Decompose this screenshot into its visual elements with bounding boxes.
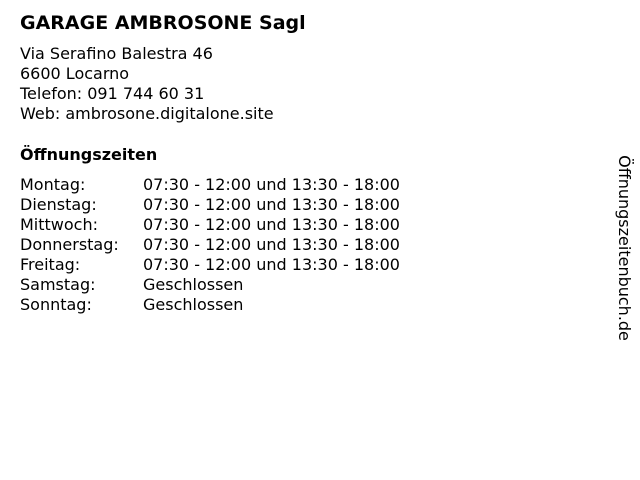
- hours-time: 07:30 - 12:00 und 13:30 - 18:00: [143, 255, 400, 274]
- hours-day: Mittwoch:: [20, 215, 98, 234]
- hours-time: 07:30 - 12:00 und 13:30 - 18:00: [143, 195, 400, 214]
- site-watermark: Öffnungszeitenbuch.de: [615, 155, 634, 341]
- hours-time: 07:30 - 12:00 und 13:30 - 18:00: [143, 215, 400, 234]
- hours-time: 07:30 - 12:00 und 13:30 - 18:00: [143, 235, 400, 254]
- contact-block: [20, 44, 274, 124]
- hours-day: Sonntag:: [20, 295, 92, 314]
- phone-number: Telefon: 091 744 60 31: [20, 84, 205, 103]
- hours-time: Geschlossen: [143, 295, 244, 314]
- hours-day: Montag:: [20, 175, 86, 194]
- hours-day: Freitag:: [20, 255, 81, 274]
- hours-time: 07:30 - 12:00 und 13:30 - 18:00: [143, 175, 400, 194]
- address-city: 6600 Locarno: [20, 64, 130, 83]
- hours-day: Samstag:: [20, 275, 96, 294]
- opening-hours-title: Öffnungszeiten: [20, 145, 158, 164]
- hours-day: Dienstag:: [20, 195, 97, 214]
- website: Web: ambrosone.digitalone.site: [20, 104, 274, 123]
- hours-day: Donnerstag:: [20, 235, 119, 254]
- hours-time: Geschlossen: [143, 275, 244, 294]
- address-street: Via Serafino Balestra 46: [20, 44, 213, 63]
- business-name: GARAGE AMBROSONE Sagl: [20, 12, 306, 34]
